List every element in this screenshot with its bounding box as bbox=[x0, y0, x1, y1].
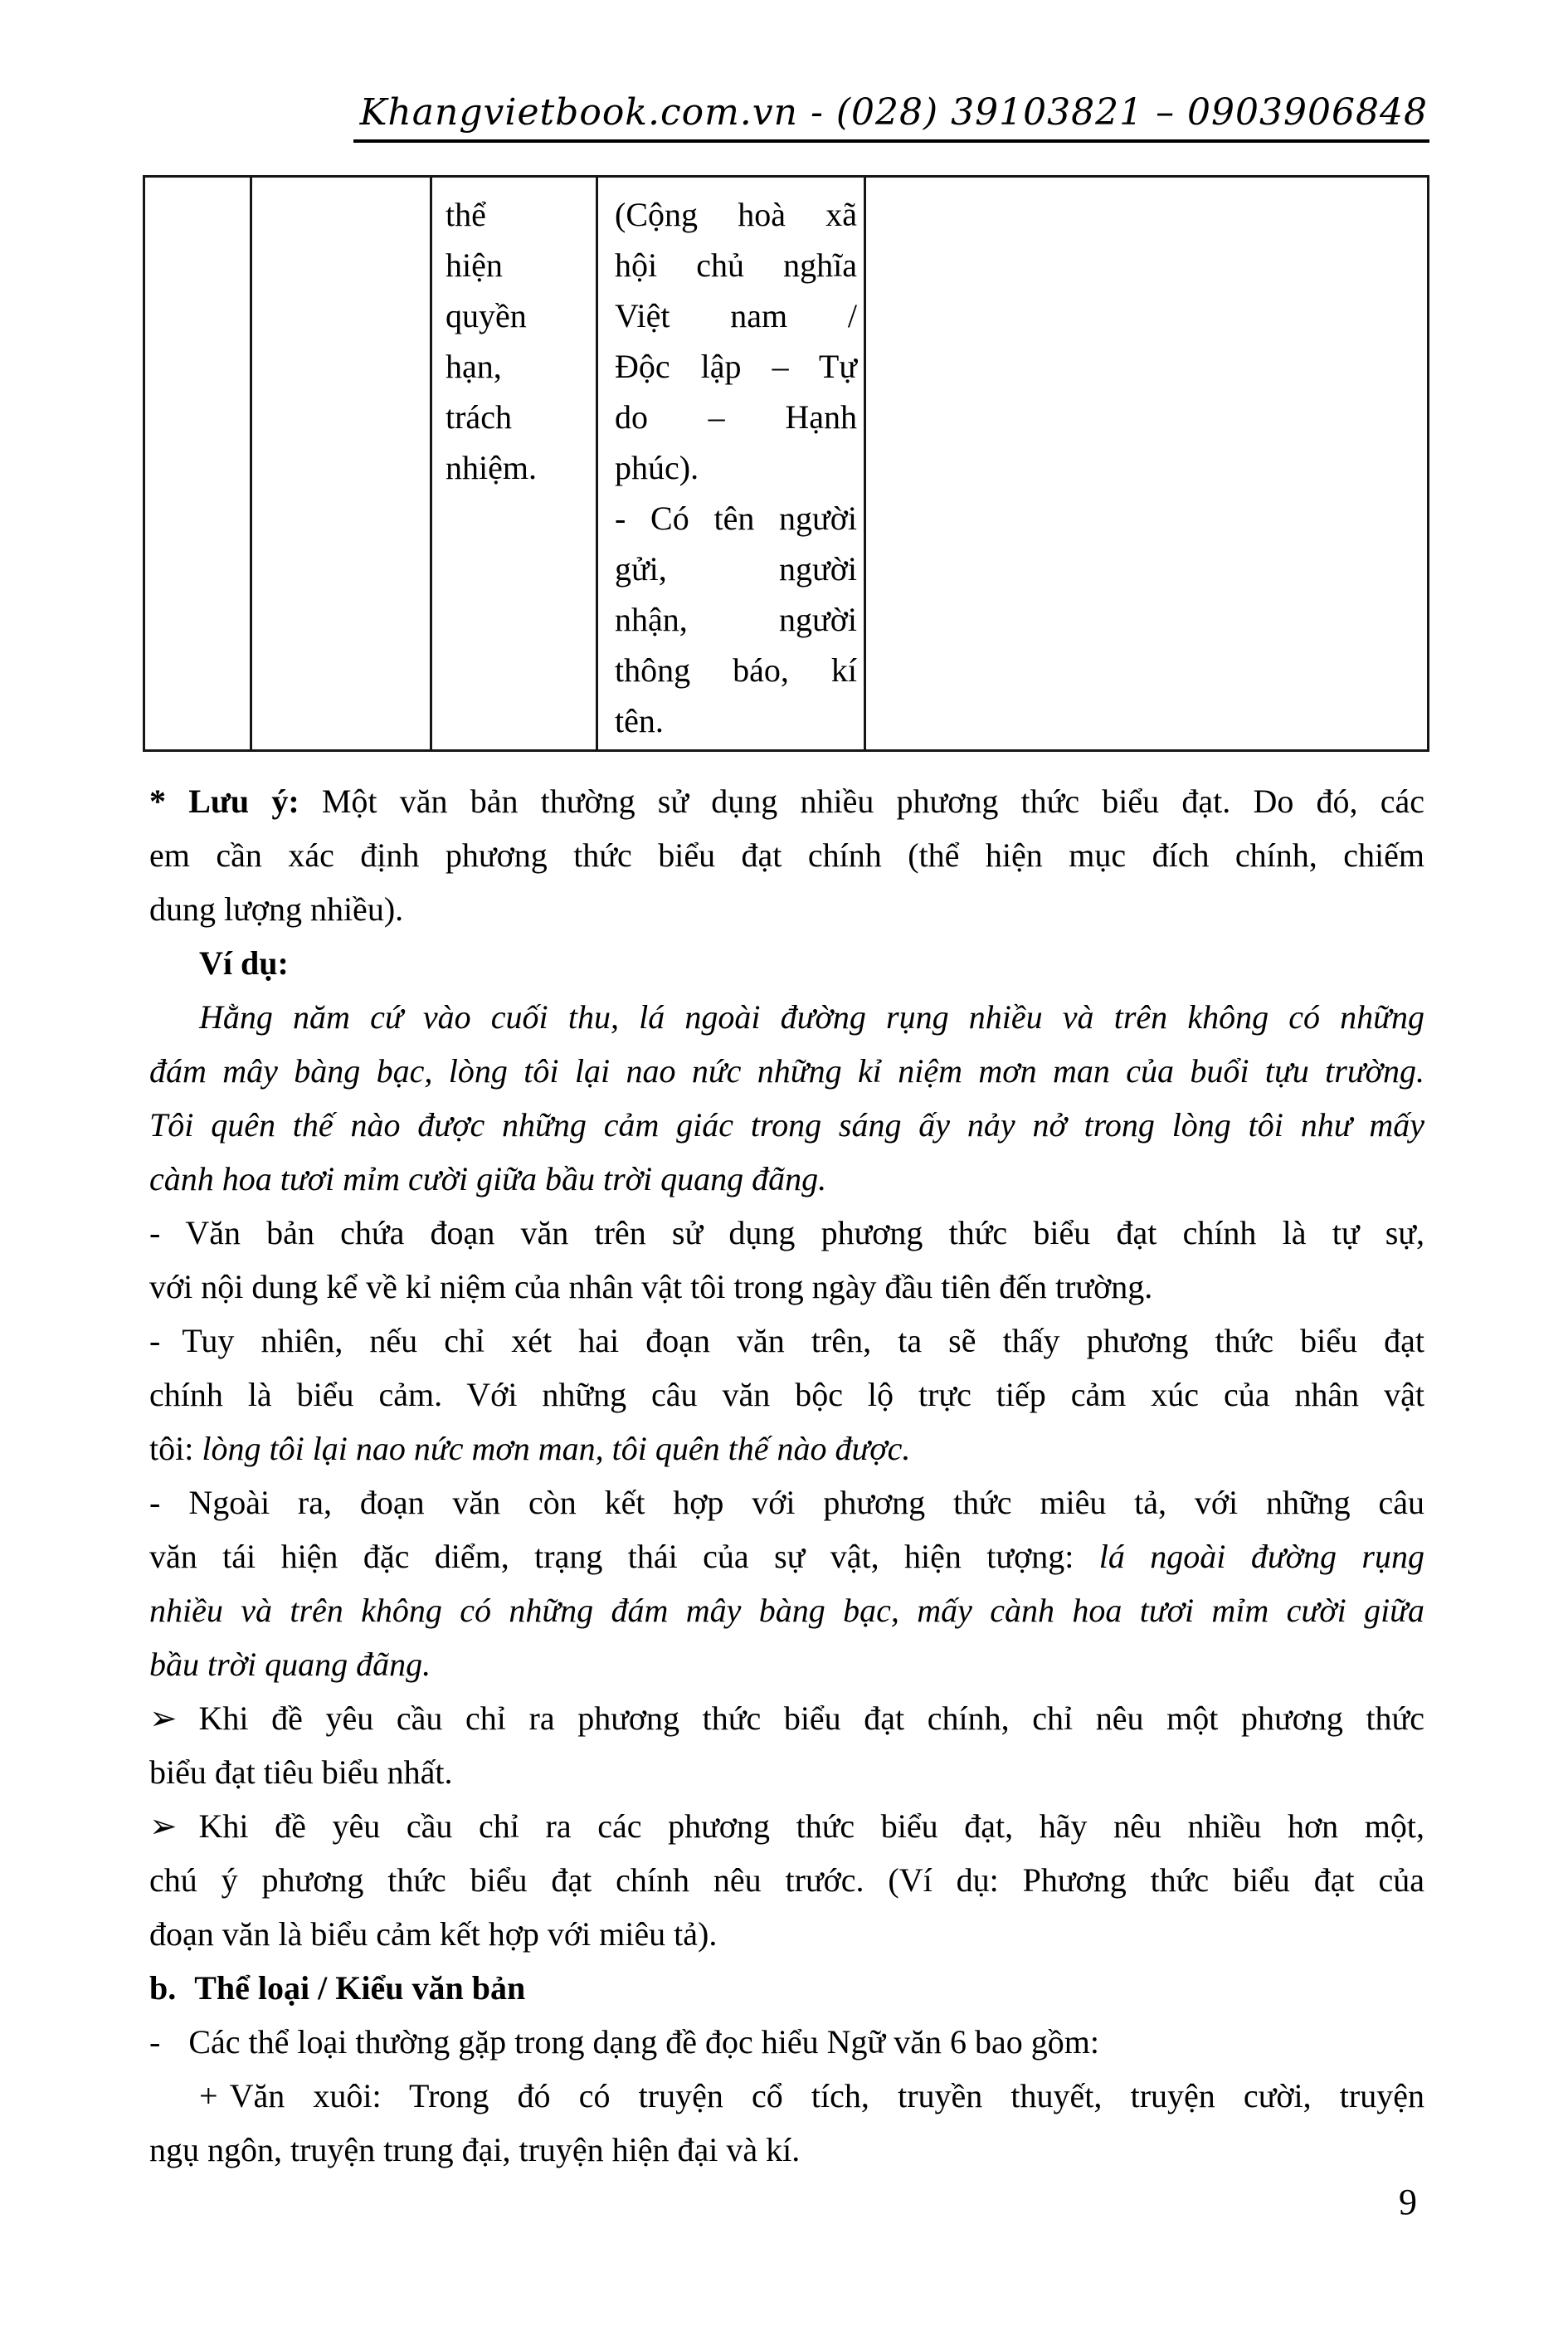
text-segment: Hằng năm cứ vào cuối thu, lá ngoài đường rụng nhiều và trên không có những bbox=[199, 998, 1424, 1036]
text-segment: Thể loại / Kiểu văn bản bbox=[194, 1969, 526, 2007]
text-segment: chú ý phương thức biểu đạt chính nêu trước. (Ví dụ: Phương thức biểu đạt của bbox=[149, 1861, 1424, 1899]
text-line bbox=[615, 392, 857, 442]
text-line bbox=[149, 1475, 1424, 1529]
text-segment: trách bbox=[446, 398, 512, 436]
text-segment: với nội dung kể về kỉ niệm của nhân vật tôi trong ngày đầu tiên đến trường. bbox=[149, 1268, 1153, 1305]
text-segment: Một văn bản thường sử dụng nhiều phương thức biểu đạt. Do đó, các bbox=[321, 783, 1424, 820]
text-segment: - Có tên người bbox=[615, 500, 857, 537]
text-segment: Độc lập – Tự bbox=[615, 348, 857, 385]
text-segment: tôi: bbox=[149, 1430, 202, 1467]
text-line bbox=[615, 290, 857, 341]
text-line bbox=[149, 2123, 1424, 2177]
line-marker: - bbox=[149, 1214, 161, 1251]
text-segment: Tuy nhiên, nếu chỉ xét hai đoạn văn trên, ta sẽ thấy phương thức biểu đạt bbox=[182, 1322, 1424, 1359]
text-segment: bầu trời quang đãng. bbox=[149, 1646, 431, 1683]
text-line bbox=[149, 1260, 1424, 1314]
text-line bbox=[149, 882, 1424, 936]
text-segment: chính là biểu cảm. Với những câu văn bộc lộ trực tiếp cảm xúc của nhân vật bbox=[149, 1376, 1424, 1413]
text-line bbox=[446, 189, 589, 240]
text-segment: Các thể loại thường gặp trong dạng đề đọc hiểu Ngữ văn 6 bao gồm: bbox=[188, 2023, 1099, 2061]
text-segment: Văn bản chứa đoạn văn trên sử dụng phương thức biểu đạt chính là tự sự, bbox=[185, 1214, 1424, 1251]
text-segment: do – Hạnh bbox=[615, 398, 857, 436]
text-line bbox=[446, 290, 589, 341]
text-line bbox=[615, 442, 857, 493]
text-segment: lá ngoài đường rụng bbox=[1098, 1538, 1424, 1575]
text-segment: Tôi quên thế nào được những cảm giác trong sáng ấy nảy nở trong lòng tôi như mấy bbox=[149, 1106, 1424, 1144]
page-number: 9 bbox=[1399, 2182, 1417, 2222]
text-line bbox=[149, 1529, 1424, 1583]
text-segment: hội chủ nghĩa bbox=[615, 246, 857, 284]
text-segment: Ví dụ: bbox=[199, 944, 289, 982]
text-segment: nhiều và trên không có những đám mây bàng bạc, mấy cành hoa tươi mỉm cười giữa bbox=[149, 1592, 1424, 1629]
text-line bbox=[149, 2069, 1424, 2123]
text-line bbox=[615, 341, 857, 392]
text-segment: Khi đề yêu cầu chỉ ra các phương thức biểu đạt, hãy nêu nhiều hơn một, bbox=[198, 1807, 1424, 1845]
page-header bbox=[353, 91, 1429, 143]
text-line bbox=[615, 493, 857, 544]
table-cell-3 bbox=[431, 177, 597, 751]
text-line bbox=[149, 1152, 1424, 1206]
text-segment: dung lượng nhiều). bbox=[149, 890, 404, 928]
text-line bbox=[446, 442, 589, 493]
text-line bbox=[446, 240, 589, 290]
text-segment: Văn xuôi: Trong đó có truyện cổ tích, truyền thuyết, truyện cười, truyện bbox=[229, 2077, 1424, 2114]
text-line bbox=[149, 1853, 1424, 1907]
line-marker: b. bbox=[149, 1969, 177, 2007]
text-segment: ngụ ngôn, truyện trung đại, truyện hiện đại và kí. bbox=[149, 2131, 801, 2168]
table-cell-5 bbox=[865, 177, 1429, 751]
text-line bbox=[446, 341, 589, 392]
text-segment: hạn, bbox=[446, 348, 502, 385]
text-segment: lòng tôi lại nao nức mơn man, tôi quên thế nào được. bbox=[202, 1430, 911, 1467]
text-line bbox=[149, 1799, 1424, 1853]
text-line bbox=[149, 1098, 1424, 1152]
text-segment: Khi đề yêu cầu chỉ ra phương thức biểu đạt chính, chỉ nêu một phương thức bbox=[198, 1700, 1424, 1737]
text-segment: hiện bbox=[446, 246, 503, 284]
line-marker: - bbox=[149, 1322, 161, 1359]
table-cell-2 bbox=[251, 177, 431, 751]
text-segment: gửi, người bbox=[615, 550, 857, 588]
text-segment: thể bbox=[446, 196, 486, 233]
text-segment: quyền bbox=[446, 297, 527, 334]
text-segment: tên. bbox=[615, 702, 664, 739]
text-segment: thông báo, kí bbox=[615, 651, 857, 689]
text-segment: đoạn văn là biểu cảm kết hợp với miêu tả). bbox=[149, 1915, 718, 1953]
content-table bbox=[143, 175, 1429, 752]
text-line bbox=[615, 189, 857, 240]
text-line bbox=[149, 1583, 1424, 1637]
text-line bbox=[615, 240, 857, 290]
text-line bbox=[149, 1745, 1424, 1799]
text-line bbox=[615, 645, 857, 695]
text-line bbox=[149, 1907, 1424, 1961]
text-line bbox=[149, 1314, 1424, 1368]
text-line bbox=[149, 1637, 1424, 1691]
text-line bbox=[446, 392, 589, 442]
text-segment: Ngoài ra, đoạn văn còn kết hợp với phương thức miêu tả, với những câu bbox=[188, 1484, 1424, 1521]
text-line bbox=[615, 594, 857, 645]
text-line bbox=[149, 2015, 1424, 2069]
text-line bbox=[149, 774, 1424, 828]
cell-text bbox=[598, 178, 864, 746]
text-line bbox=[149, 1206, 1424, 1260]
text-line bbox=[149, 1961, 1424, 2015]
text-segment: phúc). bbox=[615, 449, 699, 486]
text-line bbox=[149, 1422, 1424, 1475]
line-marker: - bbox=[149, 2023, 161, 2061]
text-segment: văn tái hiện đặc diểm, trạng thái của sự vật, hiện tượng: bbox=[149, 1538, 1099, 1575]
text-segment: nhận, người bbox=[615, 601, 857, 638]
text-segment: biểu đạt tiêu biểu nhất. bbox=[149, 1753, 453, 1791]
text-segment: em cần xác định phương thức biểu đạt chính (thể hiện mục đích chính, chiếm bbox=[149, 836, 1424, 874]
body-text bbox=[149, 774, 1424, 2177]
cell-text bbox=[432, 178, 596, 493]
table-cell-4 bbox=[597, 177, 865, 751]
text-segment: * Lưu ý: bbox=[149, 783, 322, 820]
line-marker: + bbox=[199, 2077, 218, 2114]
text-segment: đám mây bàng bạc, lòng tôi lại nao nức những kỉ niệm mơn man của buổi tựu trường. bbox=[149, 1052, 1424, 1090]
text-line bbox=[149, 828, 1424, 882]
text-line bbox=[149, 1691, 1424, 1745]
text-line bbox=[615, 695, 857, 746]
text-segment: cành hoa tươi mỉm cười giữa bầu trời quang đãng. bbox=[149, 1160, 827, 1197]
text-line bbox=[149, 1044, 1424, 1098]
text-segment: (Cộng hoà xã bbox=[615, 196, 857, 233]
text-line bbox=[149, 1368, 1424, 1422]
text-segment: nhiệm. bbox=[446, 449, 537, 486]
line-marker: - bbox=[149, 1484, 161, 1521]
text-segment: Việt nam / bbox=[615, 297, 857, 334]
table-cell-1 bbox=[144, 177, 251, 751]
arrow-bullet-icon: ➢ bbox=[149, 1807, 178, 1845]
text-line bbox=[149, 936, 1424, 990]
table-row bbox=[144, 177, 1429, 751]
text-line bbox=[615, 544, 857, 594]
text-line bbox=[149, 990, 1424, 1044]
arrow-bullet-icon: ➢ bbox=[149, 1700, 178, 1737]
header-text: Khangvietbook.com.vn - (028) 39103821 – 0903906848 bbox=[359, 91, 1428, 134]
